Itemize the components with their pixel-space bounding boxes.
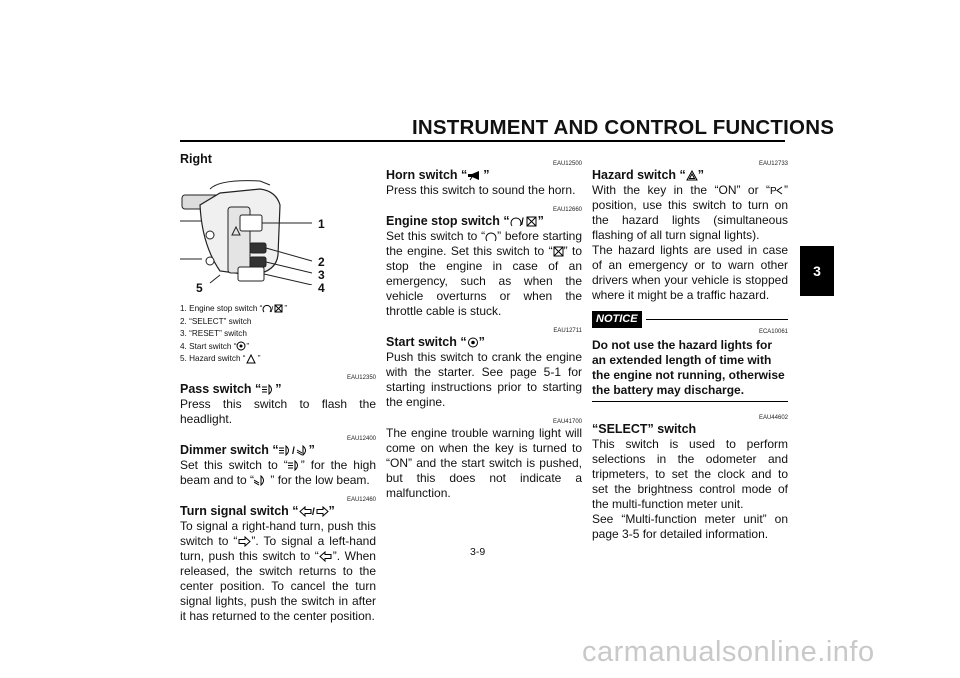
section-code: EAU41700	[552, 419, 582, 425]
notice-end-rule	[592, 401, 788, 402]
section-code: EAU12660	[552, 207, 582, 213]
horn-icon	[467, 170, 483, 181]
hazard-icon	[246, 354, 256, 364]
notice-label: NOTICE	[592, 311, 642, 328]
dimmer-switch-text: Set this switch to “ ” for the high beam and to “ ” for the low beam.	[180, 457, 376, 487]
dimmer-switch-heading: Dimmer switch “ / ”	[180, 442, 315, 457]
caption-3: 3. “RESET” switch	[180, 329, 247, 338]
caption-5: 5. Hazard switch “ ”	[180, 354, 261, 363]
caption-4: 4. Start switch “ ”	[180, 341, 250, 351]
turn-signal-heading: Turn signal switch “ / ”	[180, 503, 335, 518]
engine-stop-run-off-icon	[510, 216, 538, 227]
svg-text:/: /	[311, 506, 315, 517]
svg-text:P: P	[770, 186, 777, 197]
section-code: EAU12711	[553, 328, 582, 334]
section-code: EAU44602	[758, 415, 788, 421]
horn-switch-text: Press this switch to sound the horn.	[386, 183, 576, 197]
high-beam-icon	[288, 460, 301, 471]
turn-right-icon	[237, 536, 251, 547]
start-switch-text: Push this switch to crank the engine with the starter. See page 5-1 for starting instructions prior to starting the engine.	[386, 350, 582, 409]
handlebar-switch-illustration	[180, 175, 376, 295]
engine-stop-heading: Engine stop switch “ / ”	[386, 214, 544, 228]
svg-text:/: /	[271, 304, 274, 314]
column-1	[180, 152, 376, 624]
select-switch-text-2: See “Multi-function meter unit” on page 3-5 for detailed information.	[592, 512, 788, 541]
section-code: ECA10061	[758, 329, 788, 335]
callout-5: 5	[196, 281, 203, 295]
select-switch-heading: “SELECT” switch	[592, 422, 697, 436]
hazard-switch-text-1: With the key in the “ON” or “ P ” position, use this switch to turn on the hazard lights (simultaneous flashing of all turn signal lights).	[592, 183, 788, 242]
chapter-tab[interactable]: 3	[800, 246, 834, 296]
right-handlebar-switches-drawing	[180, 175, 376, 285]
notice-rule	[646, 319, 788, 320]
section-code: EAU12500	[552, 161, 582, 167]
column-3	[592, 152, 788, 542]
notice-text: Do not use the hazard lights for an extended length of time with the engine not running, otherwise the battery may discharge.	[592, 338, 785, 397]
pass-switch-text: Press this switch to flash the headlight.	[180, 396, 376, 426]
hazard-switch-text-2: The hazard lights are used in case of an emergency or to warn other drivers when your vehicle is stopped where it might be a traffic hazard.	[592, 243, 788, 302]
start-icon	[467, 337, 479, 348]
high-low-beam-icon	[279, 445, 309, 456]
engine-run-icon	[485, 231, 497, 242]
callout-4: 4	[318, 281, 325, 295]
callout-3: 3	[318, 268, 325, 282]
header-rule	[180, 140, 785, 142]
section-code: EAU12733	[758, 161, 788, 167]
engine-stop-text: Set this switch to “ ” before starting the engine. Set this switch to “ ” to stop the engine in case of an emergency, such as when the vehicle overturns or when the throttle cable is stuck.	[386, 229, 582, 318]
start-icon	[236, 341, 246, 351]
hazard-switch-heading: Hazard switch “ ”	[592, 168, 705, 182]
turn-left-icon	[319, 551, 333, 562]
figure-heading: Right	[180, 152, 212, 166]
engine-off-icon	[553, 246, 564, 257]
pass-switch-heading: Pass switch “ ”	[180, 381, 282, 396]
hazard-icon	[686, 170, 698, 181]
page-number: 3-9	[470, 546, 486, 558]
select-switch-text-1: This switch is used to perform selections in the odometer and tripmeters, to set the clock and to set the brightness control mode of the multi-function meter unit.	[592, 437, 788, 511]
svg-text:/: /	[520, 217, 524, 228]
page-title: INSTRUMENT AND CONTROL FUNCTIONS	[412, 116, 835, 139]
section-code: EAU12460	[346, 496, 376, 503]
callout-2: 2	[318, 255, 325, 269]
column-2	[386, 152, 582, 501]
horn-switch-heading: Horn switch “ ”	[386, 168, 490, 182]
section-code: EAU12350	[346, 374, 376, 381]
svg-text:/: /	[291, 445, 295, 456]
low-beam-icon	[254, 475, 267, 486]
engine-stop-icon	[262, 304, 284, 314]
turn-signal-text-part1: To signal a right-hand turn, push this switch to “ ”. To signal a left-hand turn, push this switch to “ ”. When released, the switch returns to the center position. To cancel the turn signal lights, push the switch in after it has returned to the center position.	[180, 518, 376, 623]
engine-warning-light-text: The engine trouble warning light will come on when the key is turned to “ON” and the start switch is pushed, but this does not indicate a malfunction.	[386, 426, 582, 500]
caption-1: 1. Engine stop switch “ / ”	[180, 304, 288, 314]
section-code: EAU12400	[346, 435, 376, 442]
pass-icon	[261, 384, 275, 395]
watermark: carmanualsonline.info	[582, 636, 875, 668]
figure-captions	[180, 303, 376, 366]
parking-position-icon	[770, 185, 784, 196]
turn-left-right-icon	[299, 506, 329, 517]
start-switch-heading: Start switch “ ”	[386, 335, 485, 349]
notice-banner	[592, 311, 788, 328]
caption-2: 2. “SELECT” switch	[180, 316, 252, 326]
callout-1: 1	[318, 217, 325, 231]
